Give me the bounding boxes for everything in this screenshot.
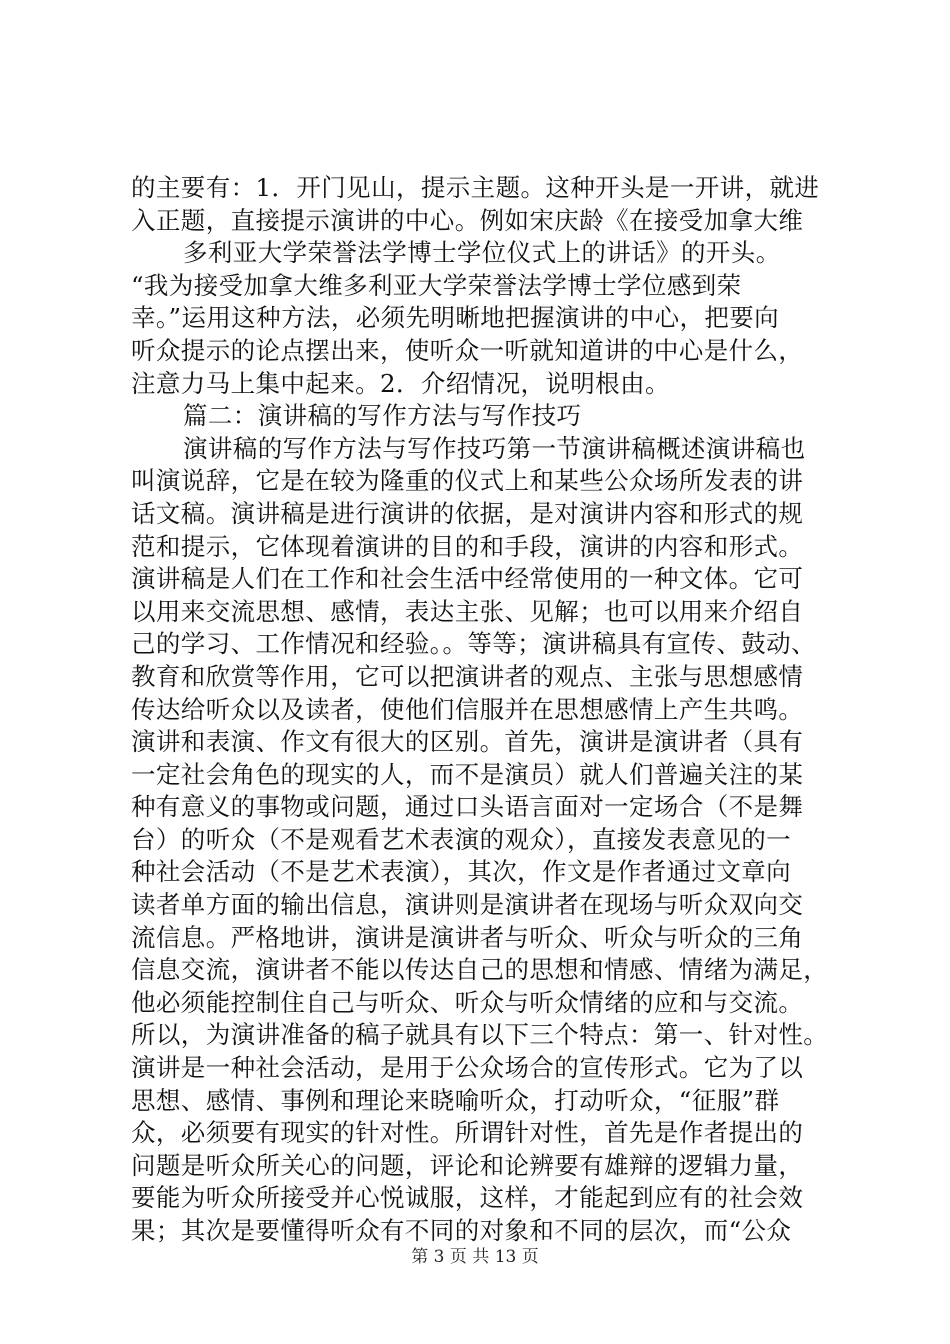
text-line: 演讲是一种社会活动，是用于公众场合的宣传形式。它为了以 bbox=[131, 1053, 804, 1083]
text-line: 要能为听众所接受并心悦诚服，这样，才能起到应有的社会效 bbox=[131, 1183, 804, 1213]
text-line: 入正题，直接提示演讲的中心。例如宋庆龄《在接受加拿大维 bbox=[131, 205, 804, 235]
text-line: 台）的听众（不是观看艺术表演的观众），直接发表意见的一 bbox=[131, 824, 792, 854]
text-line: 多利亚大学荣誉法学博士学位仪式上的讲话》的开头。 bbox=[183, 238, 781, 268]
text-line: 一定社会角色的现实的人，而不是演员）就人们普遍关注的某 bbox=[131, 759, 804, 789]
text-line: 众，必须要有现实的针对性。所谓针对性，首先是作者提出的 bbox=[131, 1118, 804, 1148]
text-line: 读者单方面的输出信息，演讲则是演讲者在现场与听众双向交 bbox=[131, 890, 804, 920]
text-line: 听众提示的论点摆出来，使听众一听就知道讲的中心是什么， bbox=[131, 335, 804, 365]
text-line: 问题是听众所关心的问题，评论和论辨要有雄辩的逻辑力量， bbox=[131, 1150, 804, 1180]
text-line: 幸。”运用这种方法，必须先明晰地把握演讲的中心，把要向 bbox=[131, 303, 780, 333]
text-line: 叫演说辞，它是在较为隆重的仪式上和某些公众场所发表的讲 bbox=[131, 466, 804, 496]
text-line: 以用来交流思想、感情，表达主张、见解；也可以用来介绍自 bbox=[131, 596, 804, 626]
text-line: 篇二：演讲稿的写作方法与写作技巧 bbox=[183, 401, 582, 431]
text-line: 流信息。严格地讲，演讲是演讲者与听众、听众与听众的三角 bbox=[131, 922, 804, 952]
text-line: 所以，为演讲准备的稿子就具有以下三个特点：第一、针对性。 bbox=[131, 1020, 829, 1050]
text-line: 演讲稿是人们在工作和社会生活中经常使用的一种文体。它可 bbox=[131, 564, 804, 594]
text-line: 己的学习、工作情况和经验。。等等；演讲稿具有宣传、鼓动、 bbox=[131, 629, 816, 659]
page-footer: 第 3 页 共 13 页 bbox=[411, 1247, 539, 1267]
text-line: 他必须能控制住自己与听众、听众与听众情绪的应和与交流。 bbox=[131, 987, 804, 1017]
text-line: 果；其次是要懂得听众有不同的对象和不同的层次，而“公众 bbox=[131, 1216, 792, 1245]
text-line: 注意力马上集中起来。2．介绍情况，说明根由。 bbox=[131, 368, 670, 398]
text-line: 教育和欣赏等作用，它可以把演讲者的观点、主张与思想感情 bbox=[131, 661, 804, 691]
text-line: 的主要有：1．开门见山，提示主题。这种开头是一开讲，就进 bbox=[131, 173, 820, 202]
text-line: “我为接受加拿大维多利亚大学荣誉法学博士学位感到荣 bbox=[131, 270, 742, 300]
text-line: 种社会活动（不是艺术表演），其次，作文是作者通过文章向 bbox=[131, 857, 792, 887]
text-line: 信息交流，演讲者不能以传达自己的思想和情感、情绪为满足， bbox=[131, 955, 829, 985]
text-line: 话文稿。演讲稿是进行演讲的依据，是对演讲内容和形式的规 bbox=[131, 498, 804, 528]
text-line: 传达给听众以及读者，使他们信服并在思想感情上产生共鸣。 bbox=[131, 694, 804, 724]
text-line: 种有意义的事物或问题，通过口头语言面对一定场合（不是舞 bbox=[131, 792, 804, 822]
body-text bbox=[131, 172, 831, 1248]
text-line: 思想、感情、事例和理论来晓喻听众，打动听众，“征服”群 bbox=[131, 1085, 780, 1115]
text-line: 演讲稿的写作方法与写作技巧第一节演讲稿概述演讲稿也 bbox=[183, 433, 806, 463]
text-line: 范和提示，它体现着演讲的目的和手段，演讲的内容和形式。 bbox=[131, 531, 804, 561]
text-line: 演讲和表演、作文有很大的区别。首先，演讲是演讲者（具有 bbox=[131, 727, 804, 757]
